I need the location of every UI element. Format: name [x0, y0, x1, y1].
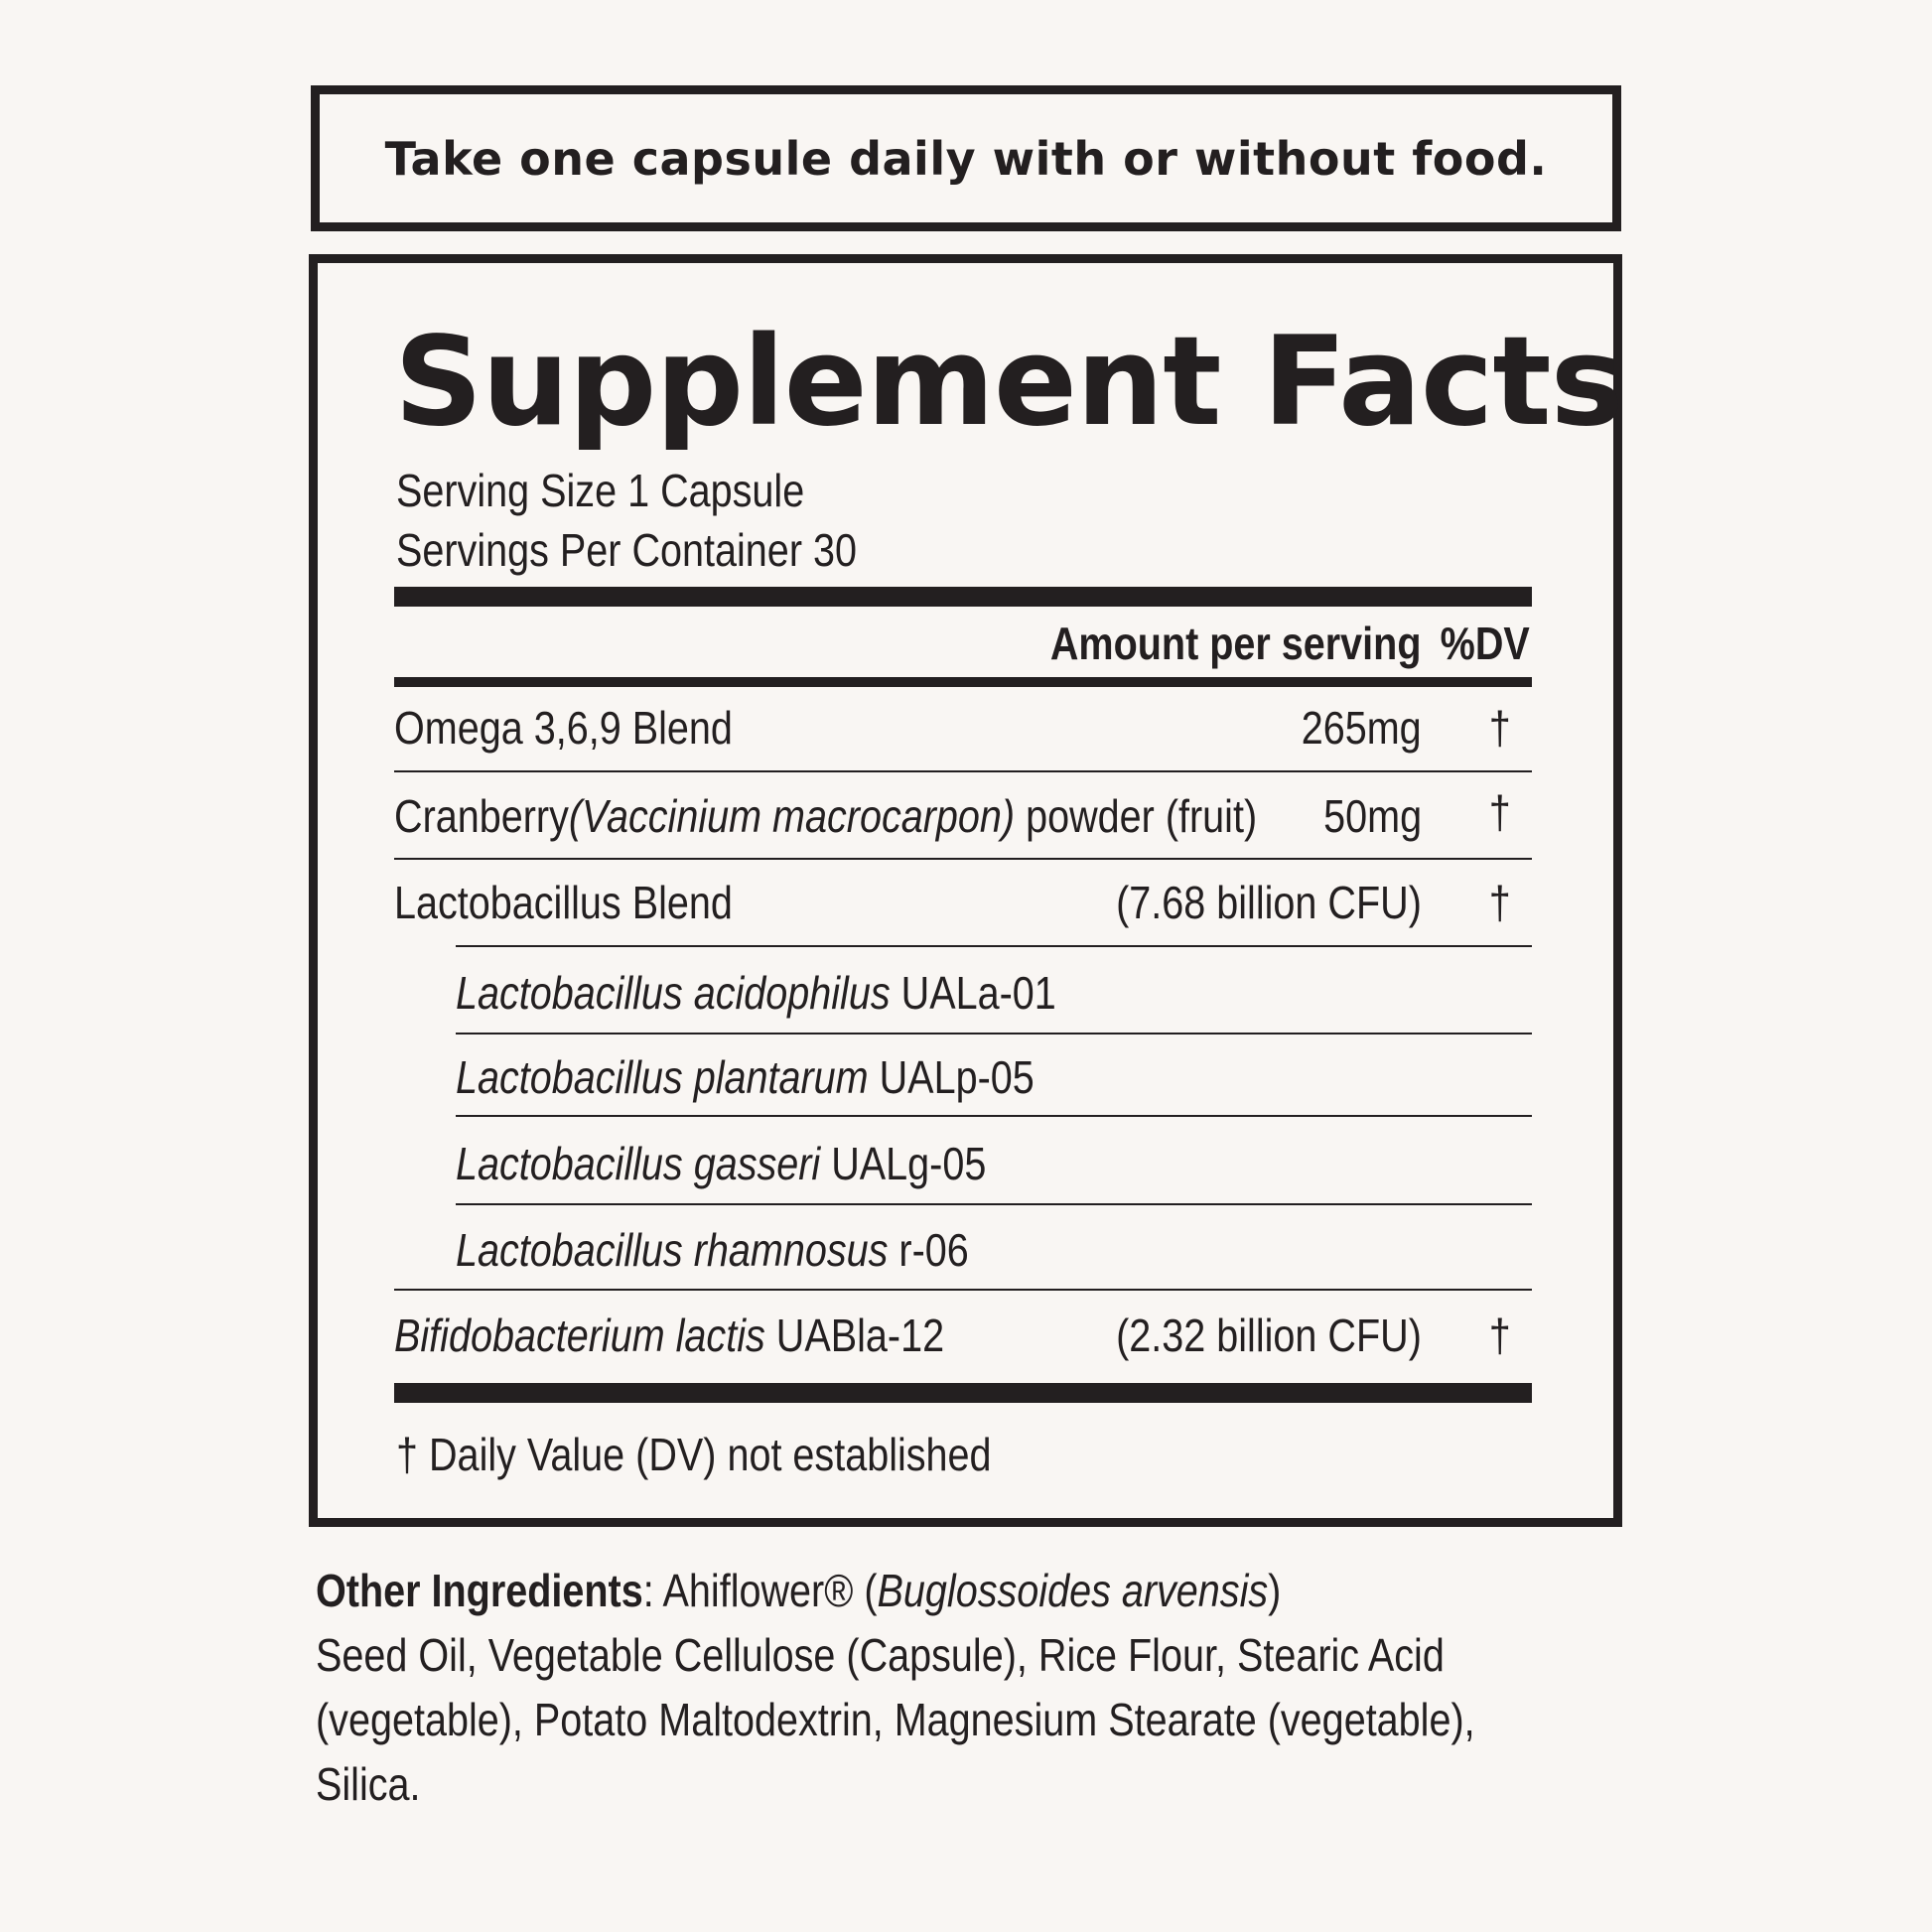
row-dv-bifidobacterium: †	[1488, 1310, 1511, 1361]
plantarum-latin-name: Lactobacillus plantarum	[456, 1051, 869, 1103]
row-divider	[394, 858, 1532, 860]
row-dv-cranberry: †	[1488, 786, 1511, 838]
cranberry-latin-name: (Vaccinium macrocarpon)	[568, 790, 1016, 842]
indent-row-divider	[456, 1033, 1532, 1035]
gasseri-strain: UALg-05	[831, 1138, 987, 1189]
row-amount-lactobacillus-blend: (7.68 billion CFU)	[1116, 877, 1422, 928]
thick-divider	[394, 587, 1532, 607]
indent-row-divider	[456, 1115, 1532, 1117]
acidophilus-latin-name: Lactobacillus acidophilus	[456, 967, 891, 1019]
row-name-lactobacillus-blend: Lactobacillus Blend	[394, 877, 733, 928]
row-amount-cranberry: 50mg	[1323, 790, 1422, 842]
directions-text: Take one capsule daily with or without food.	[384, 131, 1548, 186]
other-ingredients-line-4: Silica.	[316, 1758, 421, 1810]
other-ingredients-line-3: (vegetable), Potato Maltodextrin, Magnesium Stearate (vegetable),	[316, 1694, 1475, 1745]
other-ingredients-label: Other Ingredients	[316, 1565, 643, 1616]
row-name-acidophilus	[456, 965, 1056, 1021]
ahiflower-text: Ahiflower® (	[662, 1565, 878, 1616]
row-divider	[394, 770, 1532, 772]
ahiflower-latin-name: Buglossoides arvensis	[877, 1565, 1269, 1616]
serving-size: Serving Size 1 Capsule	[396, 465, 805, 516]
row-amount-bifidobacterium: (2.32 billion CFU)	[1116, 1310, 1422, 1361]
thick-divider	[394, 1383, 1532, 1403]
cranberry-name-text: Cranberry	[394, 790, 569, 842]
header-divider	[394, 677, 1532, 687]
gasseri-latin-name: Lactobacillus gasseri	[456, 1138, 821, 1189]
other-ingredients	[316, 1559, 1502, 1817]
row-divider	[394, 1289, 1532, 1291]
indent-row-divider	[456, 945, 1532, 947]
other-ingredients-colon: :	[642, 1565, 663, 1616]
ahiflower-close-paren: )	[1268, 1565, 1282, 1616]
indent-row-divider	[456, 1203, 1532, 1205]
row-name-cranberry	[394, 788, 1257, 844]
row-dv-lactobacillus-blend: †	[1488, 877, 1511, 928]
servings-per-container: Servings Per Container 30	[396, 524, 857, 576]
dv-footnote: † Daily Value (DV) not established	[396, 1429, 992, 1480]
amount-per-serving-header: Amount per serving	[1050, 618, 1422, 669]
dv-header: %DV	[1440, 618, 1530, 669]
cranberry-form-text: powder (fruit)	[1026, 790, 1258, 842]
other-ingredients-line-1	[316, 1559, 1502, 1623]
bifidobacterium-latin-name: Bifidobacterium lactis	[394, 1310, 765, 1361]
row-name-rhamnosus	[456, 1222, 969, 1278]
row-name-bifidobacterium	[394, 1308, 944, 1363]
bifidobacterium-strain: UABla-12	[775, 1310, 945, 1361]
row-name-omega: Omega 3,6,9 Blend	[394, 702, 733, 754]
facts-title: Supplement Facts	[394, 311, 1623, 454]
directions-box	[311, 85, 1621, 231]
rhamnosus-strain: r-06	[898, 1224, 969, 1276]
acidophilus-strain: UALa-01	[900, 967, 1056, 1019]
plantarum-strain: UALp-05	[879, 1051, 1035, 1103]
row-amount-omega: 265mg	[1302, 702, 1422, 754]
row-name-gasseri	[456, 1136, 986, 1191]
row-dv-omega: †	[1488, 702, 1511, 754]
rhamnosus-latin-name: Lactobacillus rhamnosus	[456, 1224, 889, 1276]
row-name-plantarum	[456, 1049, 1035, 1105]
other-ingredients-line-2: Seed Oil, Vegetable Cellulose (Capsule), Rice Flour, Stearic Acid	[316, 1629, 1445, 1681]
